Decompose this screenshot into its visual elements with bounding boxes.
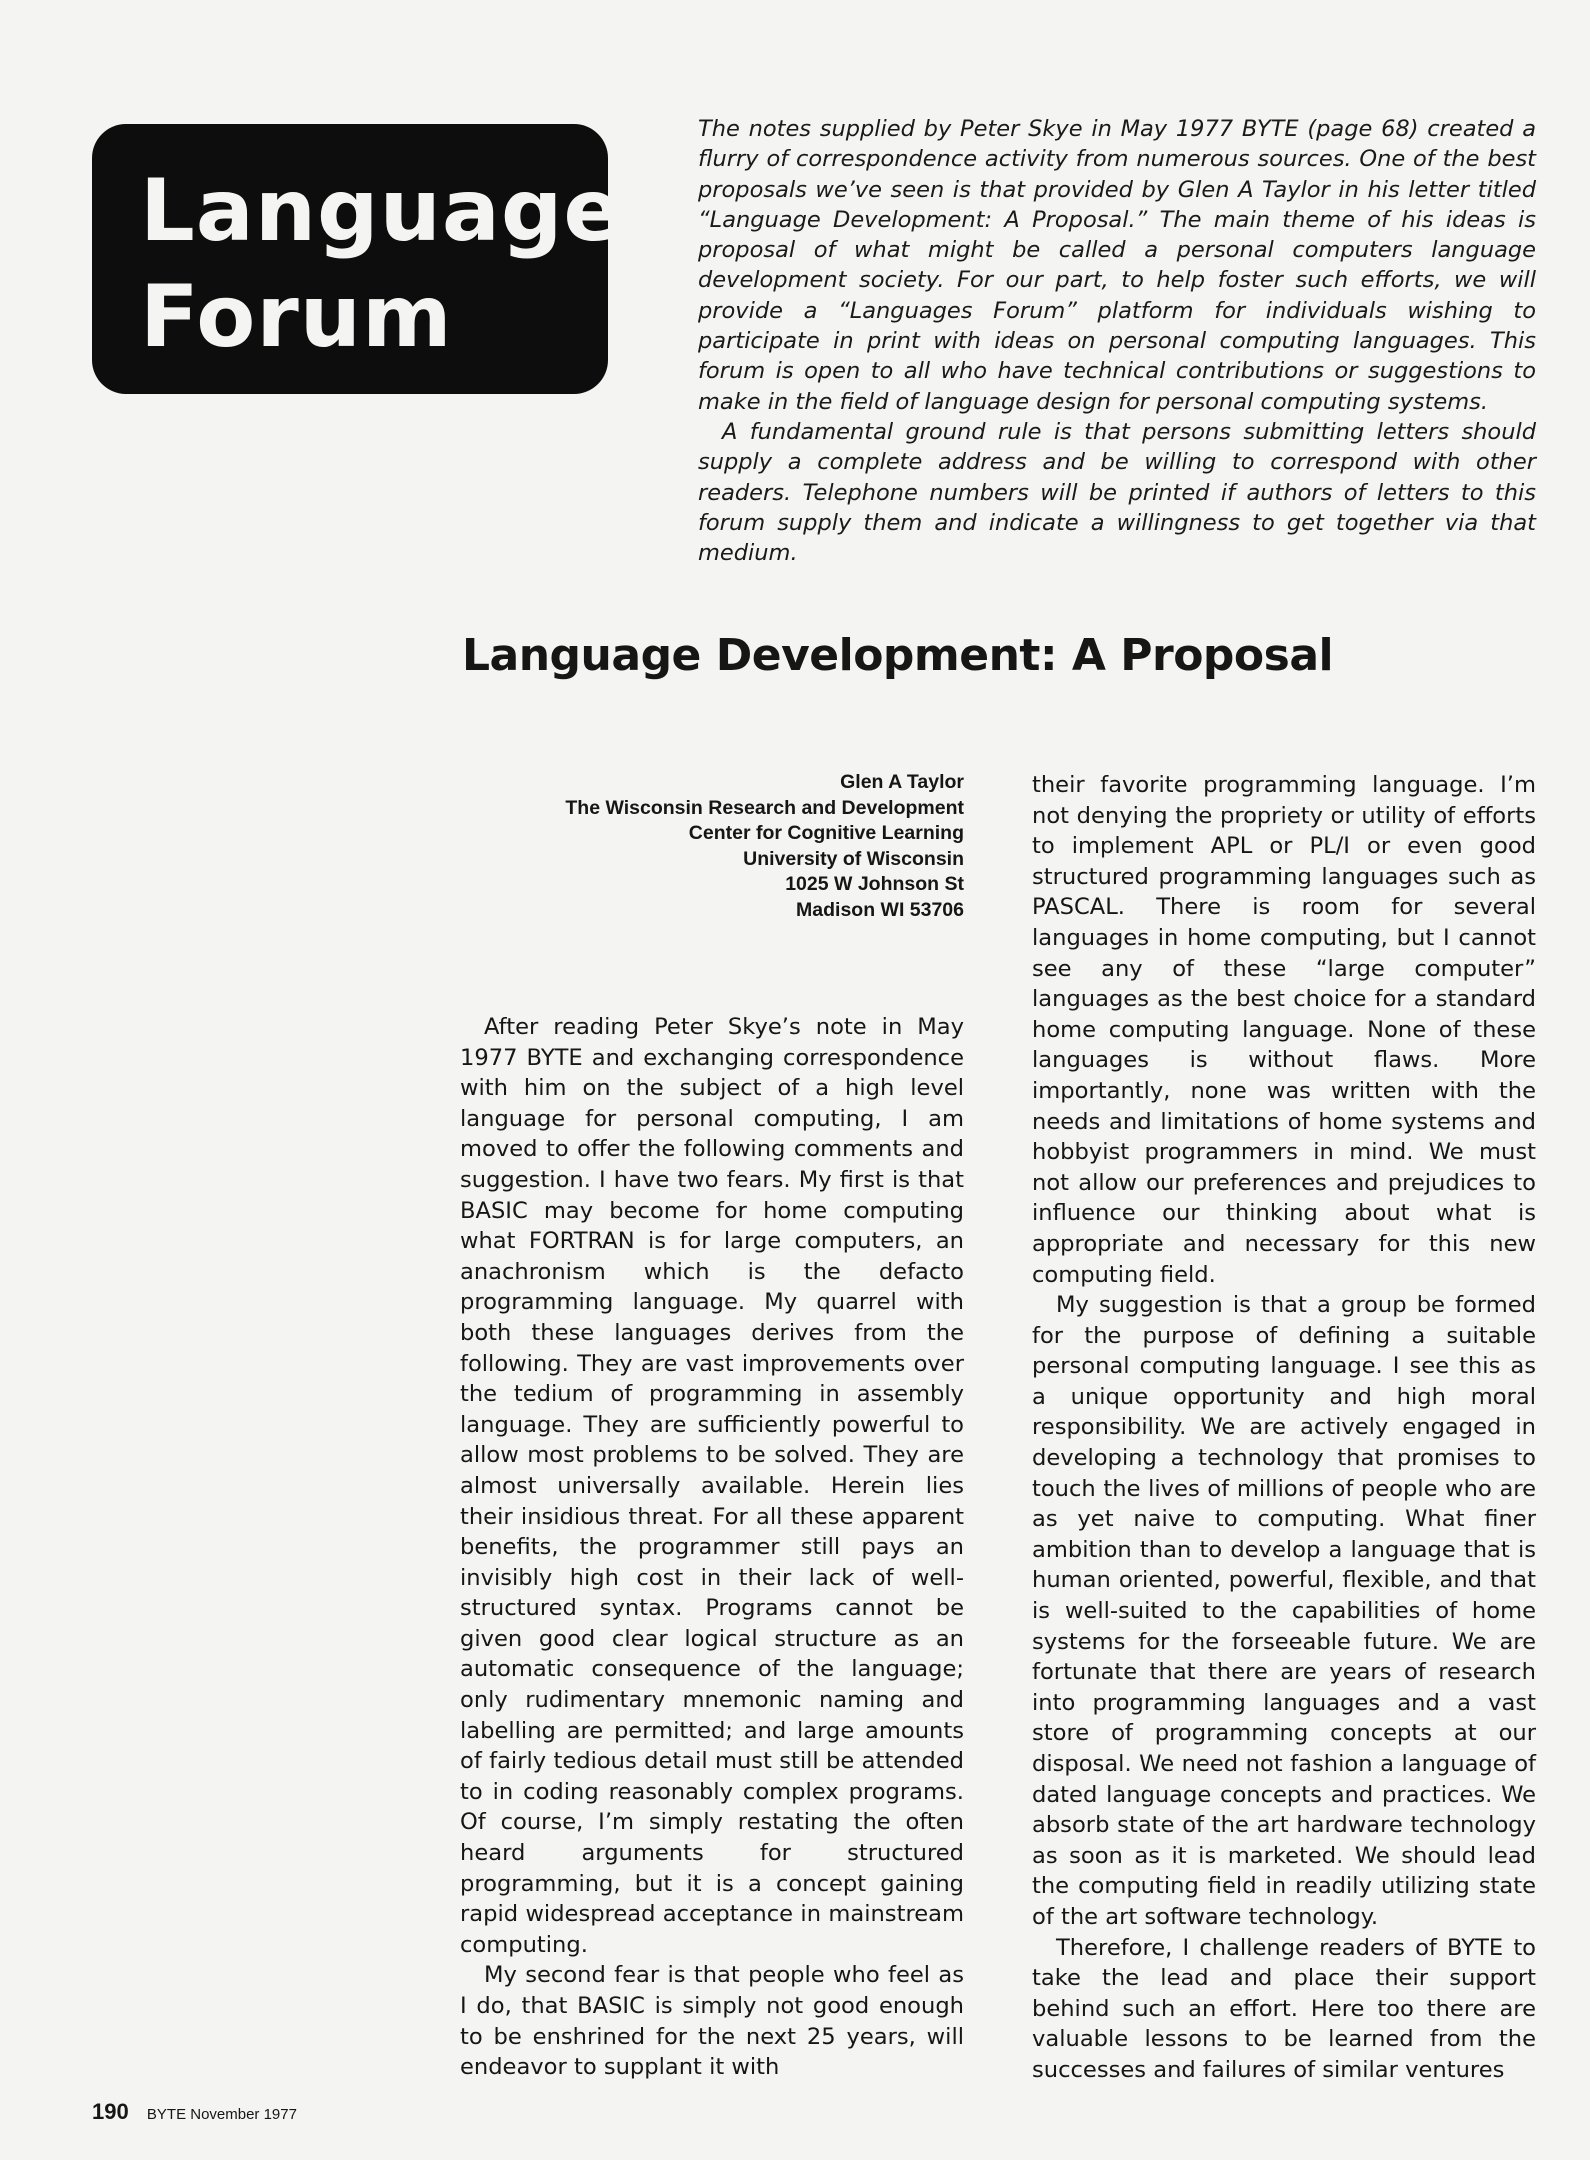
author-block: [470, 770, 964, 923]
body-paragraph: their favorite programming language. I’m not denying the propriety or utility of efforts to implement APL or PL/I or even good structured programming languages such as PASCAL. There is room for several languages in home computing, but I cannot see any of these “large computer” languages as the best choice for a standard home computing language. None of these languages is without flaws. More importantly, none was written with the needs and limitations of home systems and hobbyist programmers in mind. We must not allow our preferences and prejudices to influence our thinking about what is appropriate and necessary for this new computing field.: [1032, 772, 1536, 1288]
body-paragraph: My suggestion is that a group be formed for the purpose of defining a suitable personal computing language. I see this as a unique opportunity and high moral responsibility. We are actively engaged in developing a technology that promises to touch the lives of millions of people who are as yet naive to computing. What finer ambition than to develop a language that is human oriented, powerful, flexible, and that is well-suited to the capabilities of home systems for the forseeable future. We are fortunate that there are years of research into programming languages and a vast store of programming concepts at our disposal. We need not fashion a language of dated language concepts and practices. We absorb state of the art hardware technology as soon as it is marketed. We should lead the computing field in readily utilizing state of the art software technology.: [1032, 1292, 1536, 1930]
intro-paragraph: The notes supplied by Peter Skye in May 1977 BYTE (page 68) created a flurry of correspondence activity from numerous sources. One of the best proposals we’ve seen is that provided by Glen A Taylor in his letter titled “Language Development: A Proposal.” The main theme of his ideas is proposal of what might be called a personal computers language development society. For our part, to help foster such efforts, we will provide a “Languages Forum” platform for individuals wishing to participate in print with ideas on personal computing languages. This forum is open to all who have technical contributions or suggestions to make in the field of language design for personal computing systems.: [698, 116, 1536, 415]
body-column-right: [1032, 770, 1536, 2086]
author-address: 1025 W Johnson St: [785, 873, 964, 895]
page-footer: [92, 2099, 297, 2125]
publication-name: BYTE November 1977: [146, 2106, 297, 2123]
author-affiliation: University of Wisconsin: [743, 847, 964, 870]
logo-line-2: Forum: [140, 267, 453, 367]
intro-paragraph: A fundamental ground rule is that persons submitting letters should supply a complete address and be willing to correspond with other readers. Telephone numbers will be printed if authors of letters to this forum supply them and indicate a willingness to get together via that medium.: [698, 418, 1536, 567]
author-affiliation: The Wisconsin Research and Development: [565, 796, 964, 819]
body-column-left: [460, 1012, 964, 2083]
logo-line-1: Languages: [140, 161, 675, 261]
body-paragraph: Therefore, I challenge readers of BYTE to take the lead and place their support behind such an effort. Here too there are valuable lessons to be learned from the successes and failures of similar ventures: [1032, 1934, 1536, 2083]
body-paragraph: My second fear is that people who feel as I do, that BASIC is simply not good enough to be enshrined for the next 25 years, will endeavor to supplant it with: [460, 1962, 964, 2081]
author-name: Glen A Taylor: [840, 771, 964, 793]
author-address: Madison WI 53706: [796, 898, 964, 921]
author-affiliation: Center for Cognitive Learning: [688, 822, 964, 844]
article-title: Language Development: A Proposal: [462, 630, 1334, 681]
languages-forum-logo: [92, 124, 675, 394]
page-number: 190: [92, 2099, 129, 2124]
body-paragraph: After reading Peter Skye’s note in May 1977 BYTE and exchanging correspondence with him on the subject of a high level language for personal computing, I am moved to offer the following comments and suggestion. I have two fears. My first is that BASIC may become for home computing what FORTRAN is for large computers, an anachronism which is the defacto programming language. My quarrel with both these languages derives from the following. They are vast improvements over the tedium of programming in assembly language. They are sufficiently powerful to allow most problems to be solved. They are almost universally available. Herein lies their insidious threat. For all these apparent benefits, the programmer still pays an invisibly high cost in their lack of well-structured syntax. Programs cannot be given good clear logical structure as an automatic consequence of the language; only rudimentary mnemonic naming and labelling are permitted; and large amounts of fairly tedious detail must still be attended to in coding reasonably complex programs. Of course, I’m simply restating the often heard arguments for structured programming, but it is a concept gaining rapid widespread acceptance in mainstream computing.: [460, 1014, 964, 1958]
editor-intro: [698, 114, 1536, 568]
